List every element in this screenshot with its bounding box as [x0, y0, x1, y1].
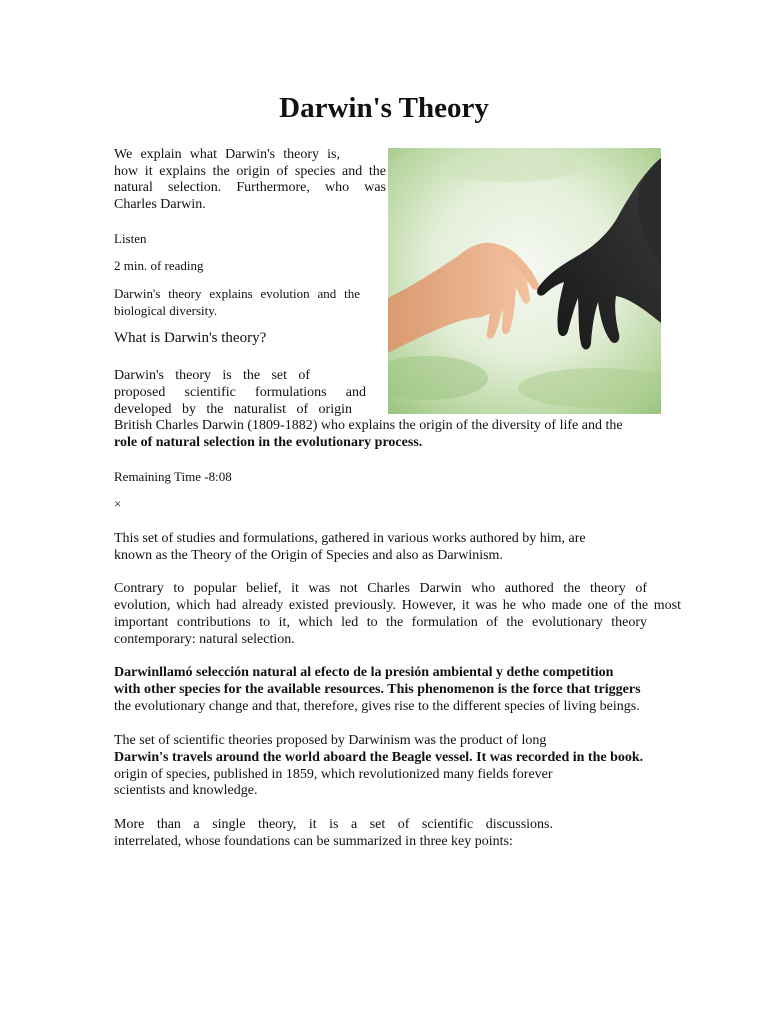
summary-line-1: Darwin's theory explains evolution and the — [114, 286, 360, 301]
p5-line-3: origin of species, published in 1859, which revolutionized many fields forever — [114, 767, 553, 782]
p1-line-1: Darwin's theory is the set of — [114, 368, 310, 383]
section-heading: What is Darwin's theory? — [114, 330, 267, 346]
reading-time: 2 min. of reading — [114, 258, 204, 273]
p3-line-3: important contributions to it, which led to the formulation of the evolutionary theory — [114, 615, 647, 630]
p1-line-3: developed by the naturalist of origin — [114, 402, 352, 417]
p5-line-4: scientists and knowledge. — [114, 783, 258, 798]
p1-line-4: British Charles Darwin (1809-1882) who explains the origin of the diversity of life and the — [114, 418, 623, 433]
p3-line-1: Contrary to popular belief, it was not Charles Darwin who authored the theory of — [114, 581, 647, 596]
p2-line-2: known as the Theory of the Origin of Species and also as Darwinism. — [114, 548, 503, 563]
hands-photo — [388, 148, 661, 414]
p4-line-2: with other species for the available resources. This phenomenon is the force that triggers — [114, 682, 641, 697]
p3-line-2: evolution, which had already existed previously. However, it was he who made one of the most — [114, 598, 681, 613]
intro-line-3: natural selection. Furthermore, who was — [114, 180, 386, 195]
p1-line-2: proposed scientific formulations and — [114, 385, 366, 400]
intro-line-4: Charles Darwin. — [114, 197, 206, 212]
summary-line-2: biological diversity. — [114, 303, 218, 318]
intro-line-1: We explain what Darwin's theory is, — [114, 147, 340, 162]
page-title: Darwin's Theory — [279, 92, 489, 124]
p2-line-1: This set of studies and formulations, gathered in various works authored by him, are — [114, 531, 586, 546]
p1-line-5: role of natural selection in the evolutionary process. — [114, 435, 423, 450]
intro-line-2: how it explains the origin of species and the — [114, 164, 386, 179]
listen-button[interactable]: Listen — [114, 231, 147, 246]
p5-line-2: Darwin's travels around the world aboard the Beagle vessel. It was recorded in the book. — [114, 750, 644, 765]
remaining-time: Remaining Time -8:08 — [114, 469, 232, 484]
close-icon[interactable]: × — [114, 496, 122, 511]
p4-line-1: Darwinllamó selección natural al efecto de la presión ambiental y dethe competition — [114, 665, 614, 680]
p5-line-1: The set of scientific theories proposed by Darwinism was the product of long — [114, 733, 547, 748]
p6-line-2: interrelated, whose foundations can be summarized in three key points: — [114, 834, 513, 849]
p4-line-3: the evolutionary change and that, therefore, gives rise to the different species of living beings. — [114, 699, 640, 714]
p6-line-1: More than a single theory, it is a set of scientific discussions. — [114, 817, 553, 832]
p3-line-4: contemporary: natural selection. — [114, 632, 295, 647]
